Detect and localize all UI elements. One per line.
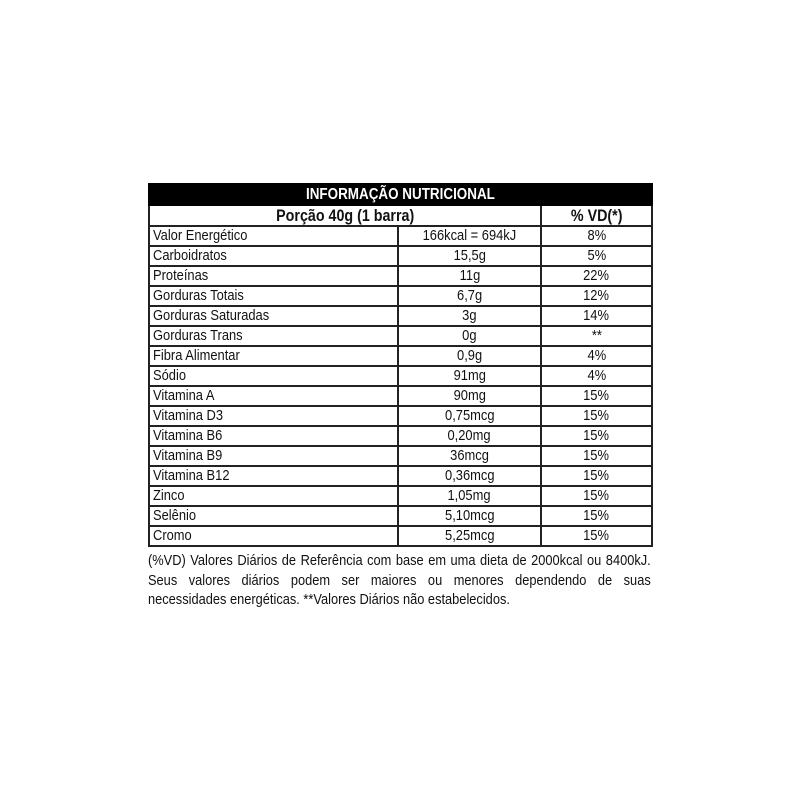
nutrient-amount: 5,25mcg — [398, 526, 541, 546]
nutrient-amount: 90mg — [398, 386, 541, 406]
nutrient-vd: 15% — [541, 526, 652, 546]
nutrient-amount: 36mcg — [398, 446, 541, 466]
table-row — [149, 286, 652, 306]
table-row — [149, 486, 652, 506]
nutrient-name: Vitamina B12 — [149, 466, 398, 486]
table-row — [149, 406, 652, 426]
nutrient-name: Gorduras Totais — [149, 286, 398, 306]
nutrition-table — [148, 183, 653, 547]
table-row — [149, 266, 652, 286]
nutrition-facts-panel — [148, 183, 651, 610]
nutrient-name: Selênio — [149, 506, 398, 526]
table-header-row — [149, 205, 652, 226]
nutrient-amount: 91mg — [398, 366, 541, 386]
table-row — [149, 226, 652, 246]
nutrient-vd: 15% — [541, 406, 652, 426]
nutrient-vd: 4% — [541, 366, 652, 386]
vd-header: % VD(*) — [541, 205, 652, 226]
nutrient-amount: 0,36mcg — [398, 466, 541, 486]
table-row — [149, 426, 652, 446]
table-title-row — [149, 184, 652, 205]
table-row — [149, 506, 652, 526]
table-row — [149, 446, 652, 466]
footnote: (%VD) Valores Diários de Referência com base em uma dieta de 2000kcal ou 8400kJ. Seus valores diários podem ser maiores ou menores dependendo de suas necessidades energéticas. **Valores Diários não estabelecidos. — [148, 552, 651, 608]
nutrient-amount: 11g — [398, 266, 541, 286]
nutrient-amount: 0,9g — [398, 346, 541, 366]
nutrient-name: Carboidratos — [149, 246, 398, 266]
nutrient-name: Vitamina A — [149, 386, 398, 406]
table-row — [149, 366, 652, 386]
nutrient-amount: 5,10mcg — [398, 506, 541, 526]
nutrient-amount: 1,05mg — [398, 486, 541, 506]
nutrient-amount: 15,5g — [398, 246, 541, 266]
nutrient-vd: 15% — [541, 426, 652, 446]
nutrient-name: Vitamina B9 — [149, 446, 398, 466]
nutrient-amount: 0,20mg — [398, 426, 541, 446]
nutrient-vd: 22% — [541, 266, 652, 286]
nutrient-vd: 8% — [541, 226, 652, 246]
nutrient-vd: 15% — [541, 466, 652, 486]
nutrient-vd: 15% — [541, 486, 652, 506]
nutrient-name: Zinco — [149, 486, 398, 506]
nutrient-name: Fibra Alimentar — [149, 346, 398, 366]
table-row — [149, 466, 652, 486]
nutrient-vd: 15% — [541, 446, 652, 466]
nutrient-name: Proteínas — [149, 266, 398, 286]
nutrient-amount: 6,7g — [398, 286, 541, 306]
nutrient-name: Sódio — [149, 366, 398, 386]
nutrient-amount: 0g — [398, 326, 541, 346]
nutrient-name: Vitamina B6 — [149, 426, 398, 446]
nutrient-vd: 15% — [541, 506, 652, 526]
nutrient-vd: 14% — [541, 306, 652, 326]
table-row — [149, 326, 652, 346]
nutrient-name: Vitamina D3 — [149, 406, 398, 426]
nutrient-vd: 15% — [541, 386, 652, 406]
nutrient-amount: 166kcal = 694kJ — [398, 226, 541, 246]
table-row — [149, 526, 652, 546]
nutrient-vd: ** — [541, 326, 652, 346]
table-row — [149, 346, 652, 366]
table-title: INFORMAÇÃO NUTRICIONAL — [149, 184, 652, 205]
table-row — [149, 386, 652, 406]
nutrient-vd: 5% — [541, 246, 652, 266]
nutrient-amount: 3g — [398, 306, 541, 326]
nutrient-vd: 4% — [541, 346, 652, 366]
portion-header: Porção 40g (1 barra) — [149, 205, 541, 226]
nutrient-vd: 12% — [541, 286, 652, 306]
nutrient-name: Gorduras Saturadas — [149, 306, 398, 326]
table-row — [149, 306, 652, 326]
nutrient-name: Gorduras Trans — [149, 326, 398, 346]
nutrient-name: Cromo — [149, 526, 398, 546]
nutrient-name: Valor Energético — [149, 226, 398, 246]
table-row — [149, 246, 652, 266]
nutrient-amount: 0,75mcg — [398, 406, 541, 426]
